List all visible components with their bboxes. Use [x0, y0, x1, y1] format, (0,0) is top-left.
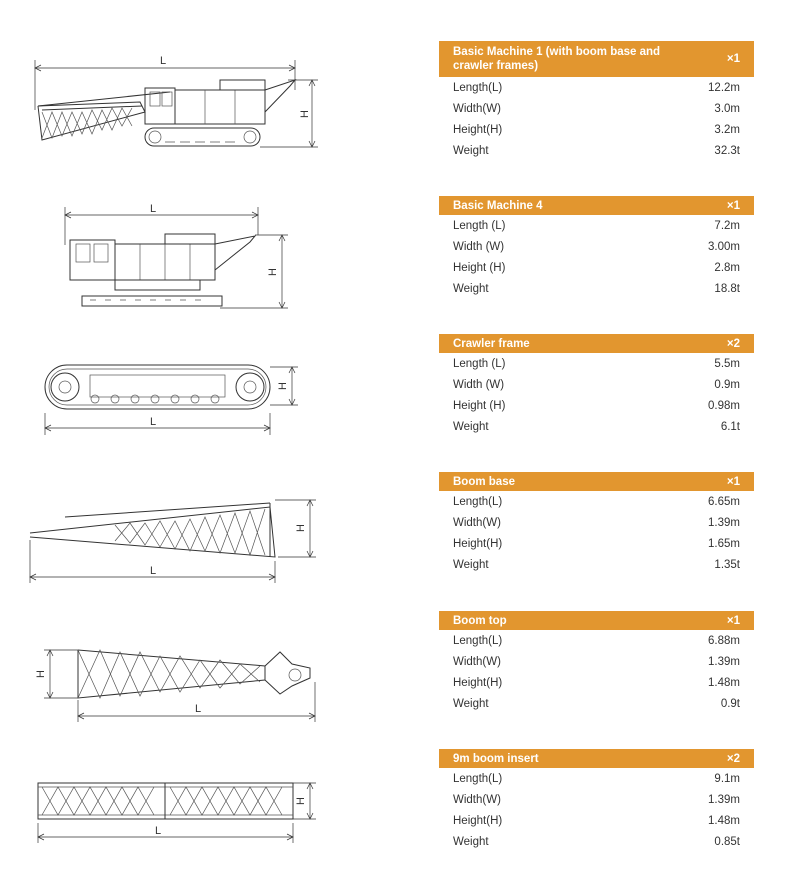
spec-value: 0.9m	[714, 378, 740, 391]
spec-value: 3.2m	[714, 123, 740, 136]
spec-value: 32.3t	[714, 144, 740, 157]
spec-row-weight	[439, 831, 754, 852]
spec-title: Boom top	[453, 614, 507, 627]
spec-value: 1.35t	[714, 558, 740, 571]
dim-label-h: H	[299, 110, 311, 118]
dim-label-h: H	[267, 268, 279, 276]
spec-value: 0.98m	[708, 399, 740, 412]
spec-qty: ×1	[726, 199, 740, 212]
spec-value: 1.39m	[708, 655, 740, 668]
spec-label: Height(H)	[453, 814, 503, 827]
spec-label: Height (H)	[453, 399, 506, 412]
spec-header	[439, 41, 754, 77]
spec-row-length	[439, 630, 754, 651]
spec-row-width	[439, 236, 754, 257]
dim-label-h: H	[295, 797, 307, 805]
spec-row-length	[439, 215, 754, 236]
spec-row-width	[439, 98, 754, 119]
dim-label-l: L	[160, 55, 167, 67]
spec-value: 6.88m	[708, 634, 740, 647]
spec-value: 9.1m	[714, 772, 740, 785]
dim-label-h: H	[277, 382, 289, 390]
spec-value: 1.48m	[708, 676, 740, 689]
spec-title: Basic Machine 4	[453, 199, 543, 212]
spec-qty: ×1	[726, 614, 740, 627]
spec-label: Width (W)	[453, 378, 505, 391]
spec-qty: ×2	[726, 752, 740, 765]
spec-row-width	[439, 651, 754, 672]
spec-row-height	[439, 672, 754, 693]
spec-value: 7.2m	[714, 219, 740, 232]
spec-crawler-frame	[439, 334, 754, 437]
spec-label: Weight	[453, 558, 489, 571]
drawing-boom-top	[20, 638, 330, 723]
spec-row-length	[439, 491, 754, 512]
spec-value: 2.8m	[714, 261, 740, 274]
spec-row-weight	[439, 554, 754, 575]
spec-value: 0.9t	[720, 697, 740, 710]
dim-label-l: L	[150, 203, 157, 215]
spec-value: 5.5m	[714, 357, 740, 370]
spec-label: Width(W)	[453, 655, 501, 668]
dim-label-h: H	[295, 524, 307, 532]
drawing-boom-base	[20, 495, 330, 585]
spec-value: 1.39m	[708, 793, 740, 806]
spec-row-height	[439, 119, 754, 140]
spec-title: Boom base	[453, 475, 515, 488]
drawing-basic-machine-4	[20, 200, 330, 315]
spec-value: 6.1t	[720, 420, 740, 433]
dim-label-h: H	[35, 670, 47, 678]
spec-header	[439, 334, 754, 353]
spec-header	[439, 611, 754, 630]
spec-header	[439, 749, 754, 768]
spec-value: 1.65m	[708, 537, 740, 550]
spec-value: 6.65m	[708, 495, 740, 508]
spec-label: Weight	[453, 835, 489, 848]
spec-label: Weight	[453, 282, 489, 295]
spec-basic-machine-4	[439, 196, 754, 299]
spec-row-length	[439, 768, 754, 789]
spec-row-weight	[439, 693, 754, 714]
spec-value: 1.39m	[708, 516, 740, 529]
spec-header	[439, 196, 754, 215]
spec-row-length	[439, 353, 754, 374]
spec-label: Width(W)	[453, 102, 501, 115]
drawing-boom-insert	[20, 775, 330, 845]
spec-value: 0.85t	[714, 835, 740, 848]
spec-qty: ×1	[726, 53, 740, 65]
spec-qty: ×2	[726, 337, 740, 350]
spec-label: Length(L)	[453, 634, 503, 647]
dim-label-l: L	[195, 703, 202, 715]
spec-label: Length (L)	[453, 219, 506, 232]
spec-value: 3.00m	[708, 240, 740, 253]
spec-label: Length(L)	[453, 772, 503, 785]
spec-label: Width(W)	[453, 793, 501, 806]
spec-label: Length (L)	[453, 357, 506, 370]
spec-title: 9m boom insert	[453, 752, 539, 765]
spec-row-width	[439, 374, 754, 395]
dim-label-l: L	[150, 565, 157, 577]
spec-row-weight	[439, 140, 754, 161]
spec-label: Height(H)	[453, 537, 503, 550]
spec-value: 3.0m	[714, 102, 740, 115]
spec-label: Height(H)	[453, 676, 503, 689]
spec-label: Length(L)	[453, 81, 503, 94]
spec-boom-base	[439, 472, 754, 575]
spec-row-height	[439, 810, 754, 831]
spec-row-weight	[439, 278, 754, 299]
spec-label: Width(W)	[453, 516, 501, 529]
drawing-crawler-frame	[20, 355, 330, 440]
dim-label-l: L	[150, 416, 157, 428]
spec-boom-insert	[439, 749, 754, 852]
spec-row-length	[439, 77, 754, 98]
spec-label: Height(H)	[453, 123, 503, 136]
spec-row-width	[439, 512, 754, 533]
spec-row-height	[439, 395, 754, 416]
spec-row-width	[439, 789, 754, 810]
spec-value: 12.2m	[708, 81, 740, 94]
spec-label: Weight	[453, 697, 489, 710]
dim-label-l: L	[155, 825, 162, 837]
spec-label: Width (W)	[453, 240, 505, 253]
spec-label: Length(L)	[453, 495, 503, 508]
spec-row-height	[439, 533, 754, 554]
spec-value: 18.8t	[714, 282, 740, 295]
spec-value: 1.48m	[708, 814, 740, 827]
spec-label: Weight	[453, 420, 489, 433]
spec-basic-machine-1	[439, 41, 754, 161]
spec-title: Crawler frame	[453, 337, 530, 350]
spec-row-weight	[439, 416, 754, 437]
spec-header	[439, 472, 754, 491]
spec-qty: ×1	[726, 475, 740, 488]
spec-label: Weight	[453, 144, 489, 157]
spec-row-height	[439, 257, 754, 278]
spec-label: Height (H)	[453, 261, 506, 274]
spec-title: Basic Machine 1 (with boom base and crawler frames)	[453, 46, 661, 72]
spec-boom-top	[439, 611, 754, 714]
drawing-basic-machine-1	[20, 50, 330, 160]
